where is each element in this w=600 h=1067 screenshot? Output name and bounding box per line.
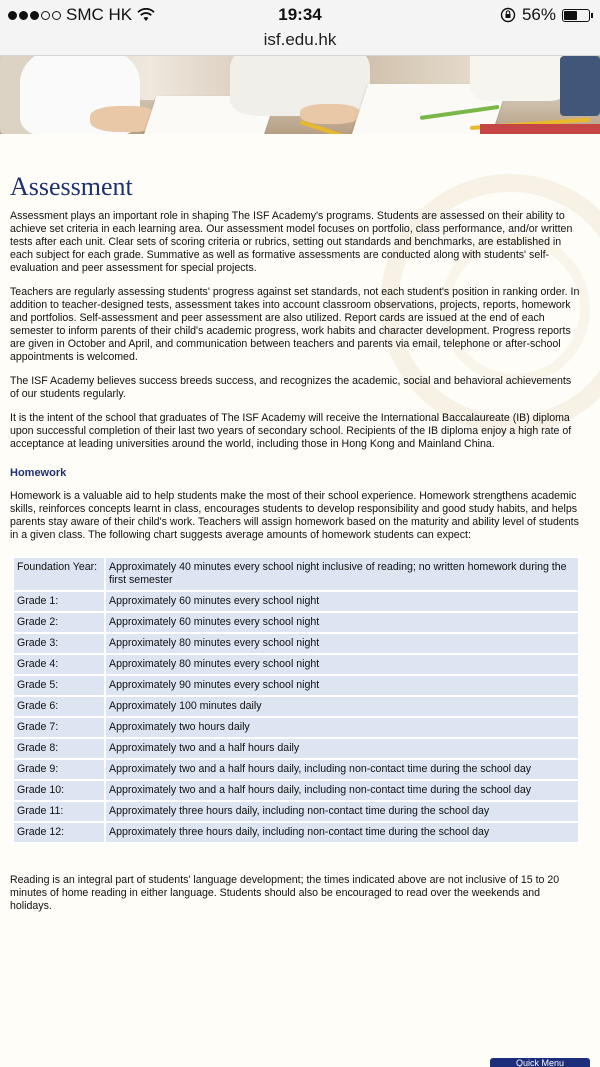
grade-cell: Grade 9: (14, 760, 104, 779)
clock: 19:34 (278, 5, 322, 24)
success-paragraph: The ISF Academy believes success breeds success, and recognizes the academic, social and behavioral achievements of our students regularly. (10, 375, 572, 400)
homework-time-cell: Approximately two hours daily (106, 718, 578, 737)
table-row (14, 613, 578, 632)
homework-time-cell: Approximately 80 minutes every school night (106, 655, 578, 674)
grade-cell: Grade 2: (14, 613, 104, 632)
quick-menu-label: Quick Menu (515, 1058, 565, 1067)
table-row (14, 592, 578, 611)
homework-time-cell: Approximately two and a half hours daily, including non-contact time during the school day (106, 781, 578, 800)
grade-cell: Grade 12: (14, 823, 104, 842)
homework-time-cell: Approximately 40 minutes every school night inclusive of reading; no written homework during the first semester (106, 558, 578, 590)
grade-cell: Foundation Year: (14, 558, 104, 590)
header-photo (0, 56, 600, 134)
homework-time-cell: Approximately three hours daily, including non-contact time during the school day (106, 802, 578, 821)
table-row (14, 802, 578, 821)
table-row (14, 676, 578, 695)
homework-time-cell: Approximately two and a half hours daily, including non-contact time during the school day (106, 760, 578, 779)
table-row (14, 655, 578, 674)
homework-time-cell: Approximately 60 minutes every school night (106, 592, 578, 611)
table-row (14, 760, 578, 779)
homework-time-cell: Approximately 90 minutes every school night (106, 676, 578, 695)
ib-paragraph: It is the intent of the school that graduates of The ISF Academy will receive the International Baccalaureate (IB) diploma upon successful completion of their last two years of secondary school. Recipients of the IB diploma enjoy a high rate of acceptance at leading universities around the world, including those in Hong Kong and Mainland China. (10, 412, 572, 450)
homework-heading: Homework (10, 467, 67, 479)
address-bar[interactable] (0, 30, 600, 56)
intro-paragraph: Assessment plays an important role in shaping The ISF Academy's programs. Students are assessed on their ability to achieve set criteria in each learning area. Our assessment model focuses on portfolio, class performance, and/or written tests after each unit. Clear sets of scoring criteria or rubrics, setting out standards and benchmarks, are established in each subject for each grade. Summative as well as formative assessments are conducted along with students' self-evaluation and peer assessment for special projects. (10, 210, 573, 274)
homework-intro: Homework is a valuable aid to help students make the most of their school experience. Homework strengthens academic skills, reinforces concepts learnt in class, encourages students to develop responsibility and good study habits, and helps parents stay aware of their child's work. Teachers will assign homework based on the maturity and ability level of students in a given class. The following chart suggests average amounts of homework students can expect: (10, 490, 579, 541)
progress-paragraph: Teachers are regularly assessing students' progress against set standards, not each student's position in ranking order. In addition to teacher-designed tests, assessment takes into account classroom observations, projects, reports, homework and portfolios. Self-assessment and peer assessment are also utilized. Report cards are issued at the end of each semester to inform parents of their child's academic progress, work habits and character development. Progress reports are given in October and April, and communication between teachers and parents via email, telephone or after-school appointments is welcomed. (10, 286, 580, 363)
grade-cell: Grade 8: (14, 739, 104, 758)
table-row (14, 718, 578, 737)
grade-cell: Grade 4: (14, 655, 104, 674)
table-row (14, 739, 578, 758)
reading-paragraph: Reading is an integral part of students' language development; the times indicated above are not inclusive of 15 to 20 minutes of home reading in either language. Students should also be encouraged to read over the weekends and holidays. (10, 874, 560, 912)
article (10, 134, 580, 913)
status-bar (0, 0, 600, 30)
grade-cell: Grade 1: (14, 592, 104, 611)
table-row (14, 823, 578, 842)
table-row (14, 558, 578, 590)
battery-percent: 56% (521, 5, 556, 24)
homework-time-cell: Approximately 100 minutes daily (106, 697, 578, 716)
grade-cell: Grade 6: (14, 697, 104, 716)
battery-icon (562, 9, 590, 22)
page-title: Assessment (10, 172, 133, 201)
homework-time-cell: Approximately three hours daily, including non-contact time during the school day (106, 823, 578, 842)
table-row (14, 634, 578, 653)
main-content (0, 134, 600, 1067)
url-text: isf.edu.hk (263, 30, 337, 49)
carrier-name: SMC HK (66, 5, 133, 24)
homework-table (12, 556, 580, 844)
homework-time-cell: Approximately 80 minutes every school night (106, 634, 578, 653)
grade-cell: Grade 5: (14, 676, 104, 695)
grade-cell: Grade 11: (14, 802, 104, 821)
table-row (14, 781, 578, 800)
grade-cell: Grade 3: (14, 634, 104, 653)
homework-time-cell: Approximately 60 minutes every school night (106, 613, 578, 632)
homework-time-cell: Approximately two and a half hours daily (106, 739, 578, 758)
rotation-lock-icon (500, 7, 516, 23)
table-row (14, 697, 578, 716)
grade-cell: Grade 10: (14, 781, 104, 800)
status-right-group (500, 5, 590, 25)
quick-menu-button[interactable] (490, 1058, 590, 1067)
grade-cell: Grade 7: (14, 718, 104, 737)
